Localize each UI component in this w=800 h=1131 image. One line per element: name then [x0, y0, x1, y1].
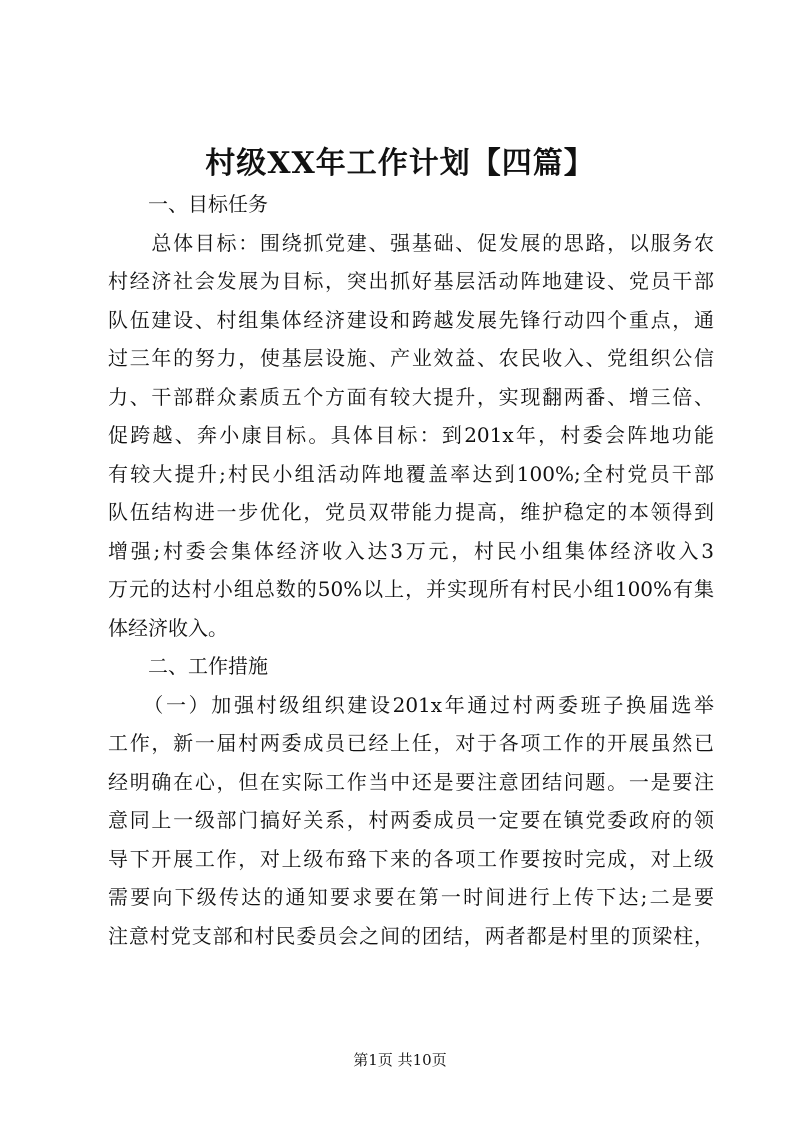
- paragraph-measure-one: [108, 686, 714, 956]
- section-heading-objectives: [108, 185, 714, 224]
- text-line: 队伍建设、村组集体经济建设和跨越发展先锋行动四个重点，通: [108, 307, 714, 332]
- text-line: 过三年的努力，使基层设施、产业效益、农民收入、党组织公信: [108, 346, 714, 370]
- text-line: 促跨越、奔小康目标。具体目标：到201x年，村委会阵地功能: [108, 423, 714, 447]
- text-line: 增强;村委会集体经济收入达3万元，村民小组集体经济收入3: [108, 538, 714, 563]
- text-line: （一）加强村级组织建设201x年通过村两委班子换届选举: [108, 692, 714, 717]
- text-line: 村经济社会发展为目标，突出抓好基层活动阵地建设、党员干部: [108, 269, 714, 293]
- text-line: 注意村党支部和村民委员会之间的团结，两者都是村里的顶梁柱，: [108, 923, 714, 948]
- text-line: 一、目标任务: [108, 192, 268, 216]
- text-line: 体经济收入。: [108, 615, 228, 640]
- document-title: 村级XX年工作计划【四篇】: [205, 146, 595, 181]
- document-body: [108, 185, 714, 955]
- text-line: 总体目标：围绕抓党建、强基础、促发展的思路，以服务农: [108, 230, 714, 255]
- text-line: 万元的达村小组总数的50%以上，并实现所有村民小组100%有集: [108, 577, 714, 601]
- text-line: 有较大提升;村民小组活动阵地覆盖率达到100%;全村党员干部: [108, 461, 714, 486]
- text-line: 导下开展工作，对上级布臵下来的各项工作要按时完成，对上级: [108, 846, 714, 871]
- text-line: 工作，新一届村两委成员已经上任，对于各项工作的开展虽然已: [108, 731, 714, 755]
- text-line: 意同上一级部门搞好关系，村两委成员一定要在镇党委政府的领: [108, 808, 714, 832]
- section-heading-measures: [108, 647, 714, 686]
- text-line: 力、干部群众素质五个方面有较大提升，实现翻两番、增三倍、: [108, 384, 714, 409]
- text-line: 队伍结构进一步优化，党员双带能力提高，维护稳定的本领得到: [108, 500, 714, 524]
- text-line: 经明确在心，但在实际工作当中还是要注意团结问题。一是要注: [108, 769, 714, 794]
- text-line: 需要向下级传达的通知要求要在第一时间进行上传下达;二是要: [108, 885, 714, 909]
- text-line: 二、工作措施: [108, 654, 268, 678]
- page-number: 第1页 共10页: [353, 1051, 447, 1069]
- paragraph-overall-goal: [108, 224, 714, 648]
